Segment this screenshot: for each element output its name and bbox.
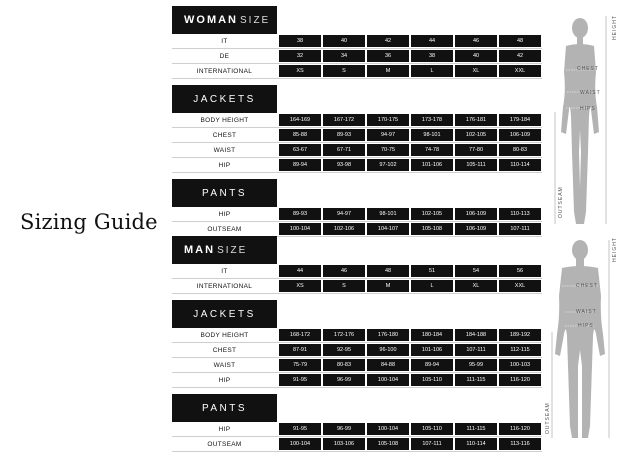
table-row [172, 264, 542, 279]
man-height-label: HEIGHT [612, 237, 618, 262]
size-cell: 89-93 [323, 129, 365, 141]
man-header-light: SIZE [217, 244, 248, 256]
woman-header-light: SIZE [240, 14, 271, 26]
row-label: WAIST [213, 361, 236, 369]
row-label: HIP [218, 210, 231, 218]
size-cell: 107-111 [455, 344, 497, 356]
man-jackets-header: JACKETS [172, 300, 277, 328]
size-cell: L [411, 280, 453, 292]
man-pants-rows [172, 422, 542, 452]
table-row [172, 373, 542, 388]
size-cell: 48 [367, 265, 409, 277]
size-cell: 84-88 [367, 359, 409, 371]
size-cell: 48 [499, 35, 541, 47]
size-cell: 46 [455, 35, 497, 47]
table-row [172, 64, 542, 79]
size-cell: 42 [499, 50, 541, 62]
row-label: IT [221, 37, 228, 45]
woman-size-header [172, 6, 277, 34]
size-cell: 94-97 [367, 129, 409, 141]
size-cell: 96-100 [367, 344, 409, 356]
size-cell: 85-88 [279, 129, 321, 141]
size-cell: 107-111 [411, 438, 453, 450]
size-cell: 105-110 [411, 423, 453, 435]
size-cell: 176-181 [455, 114, 497, 126]
size-cell: 67-71 [323, 144, 365, 156]
size-cell: 179-184 [499, 114, 541, 126]
size-cell: 111-115 [455, 423, 497, 435]
man-pants-header: PANTS [172, 394, 277, 422]
size-cell: 42 [367, 35, 409, 47]
man-size-table [172, 236, 542, 452]
size-cell: 100-103 [499, 359, 541, 371]
man-waist-label: WAIST [576, 309, 597, 315]
page-title: Sizing Guide [20, 210, 158, 234]
size-cell: 113-116 [499, 438, 541, 450]
size-cell: 100-104 [279, 438, 321, 450]
size-cell: 167-172 [323, 114, 365, 126]
table-row [172, 343, 542, 358]
woman-jackets-rows [172, 113, 542, 173]
row-label: WAIST [213, 146, 236, 154]
size-cell: 46 [323, 265, 365, 277]
size-cell: 91-95 [279, 374, 321, 386]
table-row [172, 437, 542, 452]
size-cell: 96-99 [323, 423, 365, 435]
row-label: HIP [218, 376, 231, 384]
size-cell: 80-83 [323, 359, 365, 371]
table-row [172, 328, 542, 343]
woman-waist-label: WAIST [580, 90, 601, 96]
size-cell: M [367, 65, 409, 77]
size-cell: 104-107 [367, 223, 409, 235]
size-cell: 111-115 [455, 374, 497, 386]
size-cell: 75-79 [279, 359, 321, 371]
row-label: BODY HEIGHT [200, 331, 249, 339]
size-cell: XS [279, 65, 321, 77]
table-row [172, 158, 542, 173]
size-cell: S [323, 280, 365, 292]
woman-pants-header: PANTS [172, 179, 277, 207]
size-cell: 63-67 [279, 144, 321, 156]
size-cell: 56 [499, 265, 541, 277]
size-cell: 87-91 [279, 344, 321, 356]
size-cell: 176-180 [367, 329, 409, 341]
table-row [172, 128, 542, 143]
size-cell: 51 [411, 265, 453, 277]
size-cell: 173-178 [411, 114, 453, 126]
man-header-bold: MAN [184, 244, 216, 256]
table-row [172, 207, 542, 222]
size-cell: 91-95 [279, 423, 321, 435]
row-label: INTERNATIONAL [196, 282, 253, 290]
size-cell: 44 [279, 265, 321, 277]
man-outseam-label: OUTSEAM [545, 402, 551, 434]
table-row [172, 143, 542, 158]
man-jackets-rows [172, 328, 542, 388]
size-cell: 184-188 [455, 329, 497, 341]
woman-hips-label: HIPS [580, 106, 596, 112]
size-cell: 97-102 [367, 159, 409, 171]
size-cell: 40 [455, 50, 497, 62]
size-cell: 102-105 [411, 208, 453, 220]
table-row [172, 222, 542, 237]
size-cell: 89-94 [279, 159, 321, 171]
size-cell: 170-175 [367, 114, 409, 126]
size-cell: 38 [279, 35, 321, 47]
size-cell: XL [455, 65, 497, 77]
man-silhouette-figure [548, 236, 612, 442]
size-cell: XXL [499, 65, 541, 77]
size-cell: 116-120 [499, 423, 541, 435]
woman-chest-label: CHEST [577, 66, 599, 72]
size-cell: 105-111 [455, 159, 497, 171]
woman-jackets-header: JACKETS [172, 85, 277, 113]
row-label: IT [221, 267, 228, 275]
size-cell: 89-93 [279, 208, 321, 220]
table-row [172, 422, 542, 437]
row-label: HIP [218, 161, 231, 169]
size-cell: 34 [323, 50, 365, 62]
size-cell: 105-108 [367, 438, 409, 450]
size-cell: XXL [499, 280, 541, 292]
man-size-header [172, 236, 277, 264]
size-cell: 32 [279, 50, 321, 62]
size-cell: 92-95 [323, 344, 365, 356]
size-cell: XS [279, 280, 321, 292]
size-cell: 89-94 [411, 359, 453, 371]
table-row [172, 49, 542, 64]
size-cell: 103-106 [323, 438, 365, 450]
row-label: CHEST [212, 346, 237, 354]
man-chest-label: CHEST [576, 283, 598, 289]
size-cell: 98-101 [367, 208, 409, 220]
row-label: OUTSEAM [207, 225, 242, 233]
row-label: CHEST [212, 131, 237, 139]
size-cell: XL [455, 280, 497, 292]
woman-size-table [172, 6, 542, 237]
size-cell: 100-104 [279, 223, 321, 235]
size-cell: 100-104 [367, 423, 409, 435]
size-cell: 168-172 [279, 329, 321, 341]
size-cell: 100-104 [367, 374, 409, 386]
size-cell: 96-99 [323, 374, 365, 386]
size-cell: 106-109 [455, 208, 497, 220]
size-cell: 44 [411, 35, 453, 47]
size-cell: 105-110 [411, 374, 453, 386]
table-row [172, 113, 542, 128]
woman-outseam-label: OUTSEAM [558, 186, 564, 218]
size-cell: 172-176 [323, 329, 365, 341]
size-cell: 110-113 [499, 208, 541, 220]
size-cell: 107-111 [499, 223, 541, 235]
size-cell: 94-97 [323, 208, 365, 220]
woman-header-bold: WOMAN [184, 14, 238, 26]
size-cell: L [411, 65, 453, 77]
size-cell: 105-108 [411, 223, 453, 235]
woman-height-label: HEIGHT [612, 15, 618, 40]
size-cell: 40 [323, 35, 365, 47]
size-cell: 38 [411, 50, 453, 62]
size-cell: 164-169 [279, 114, 321, 126]
size-cell: 102-105 [455, 129, 497, 141]
size-cell: 110-114 [499, 159, 541, 171]
man-sizes-rows [172, 264, 542, 294]
size-cell: 98-101 [411, 129, 453, 141]
row-label: HIP [218, 425, 231, 433]
size-cell: M [367, 280, 409, 292]
size-cell: 77-80 [455, 144, 497, 156]
woman-sizes-rows [172, 34, 542, 79]
size-cell: 101-106 [411, 344, 453, 356]
size-cell: 189-192 [499, 329, 541, 341]
size-cell: 110-114 [455, 438, 497, 450]
size-cell: 70-75 [367, 144, 409, 156]
size-cell: 106-109 [499, 129, 541, 141]
size-cell: 112-115 [499, 344, 541, 356]
woman-pants-rows [172, 207, 542, 237]
row-label: DE [219, 52, 230, 60]
size-cell: 74-78 [411, 144, 453, 156]
size-cell: 180-184 [411, 329, 453, 341]
size-cell: 102-106 [323, 223, 365, 235]
size-cell: 106-109 [455, 223, 497, 235]
size-cell: 36 [367, 50, 409, 62]
row-label: BODY HEIGHT [200, 116, 249, 124]
size-cell: S [323, 65, 365, 77]
size-cell: 95-99 [455, 359, 497, 371]
table-row [172, 34, 542, 49]
size-cell: 54 [455, 265, 497, 277]
man-hips-label: HIPS [578, 323, 594, 329]
size-cell: 80-83 [499, 144, 541, 156]
row-label: INTERNATIONAL [196, 67, 253, 75]
size-cell: 101-106 [411, 159, 453, 171]
table-row [172, 279, 542, 294]
size-cell: 93-98 [323, 159, 365, 171]
size-cell: 116-120 [499, 374, 541, 386]
table-row [172, 358, 542, 373]
row-label: OUTSEAM [207, 440, 242, 448]
